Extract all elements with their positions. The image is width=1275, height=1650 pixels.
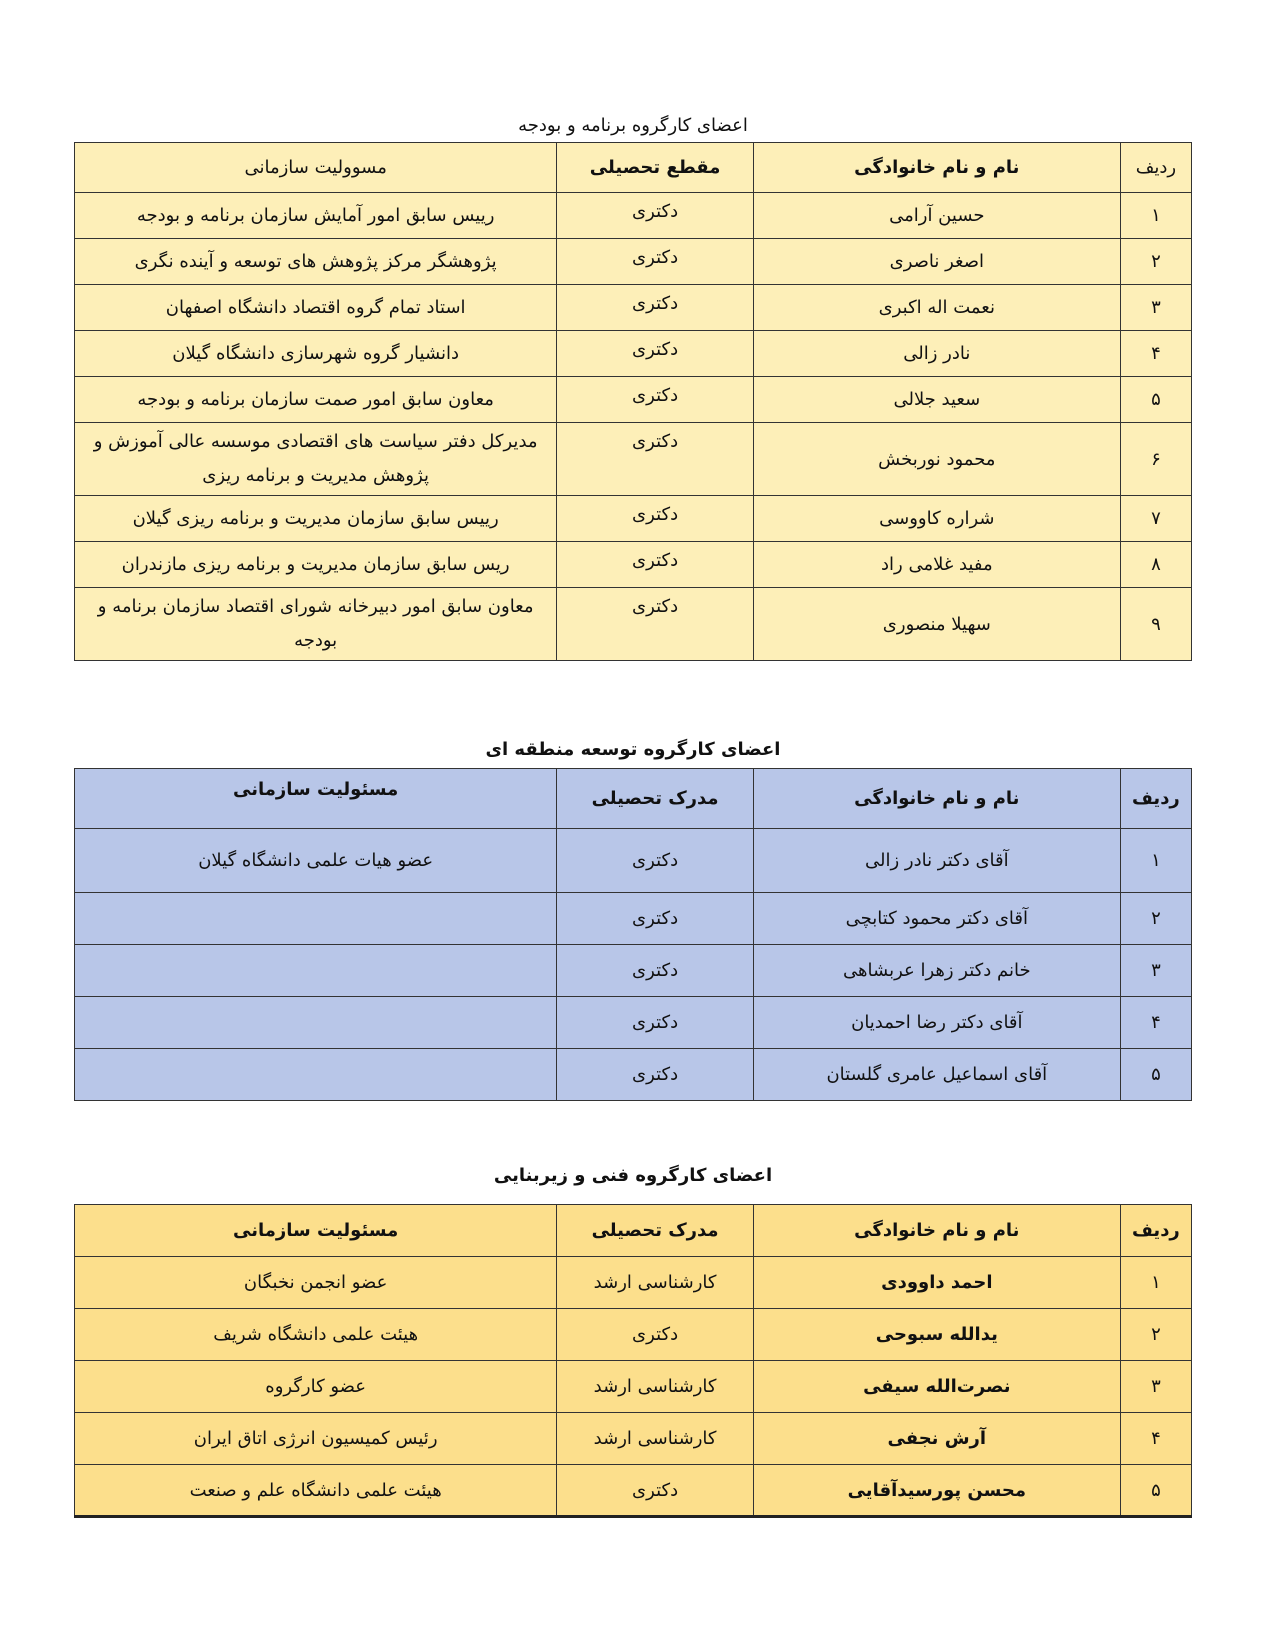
table-row bbox=[75, 588, 1192, 661]
header-idx: ردیف bbox=[1120, 143, 1191, 193]
row-resp: ریس سابق سازمان مدیریت و برنامه ریزی مازندران bbox=[75, 542, 557, 588]
row-name: شراره کاووسی bbox=[753, 496, 1120, 542]
row-resp: معاون سابق امور صمت سازمان برنامه و بودجه bbox=[75, 377, 557, 423]
row-degree: دکتری bbox=[557, 377, 754, 423]
row-degree: دکتری bbox=[557, 588, 754, 661]
row-name: نادر زالی bbox=[753, 331, 1120, 377]
row-resp: عضو انجمن نخبگان bbox=[75, 1257, 557, 1309]
table-row bbox=[75, 945, 1192, 997]
row-degree: دکتری bbox=[557, 285, 754, 331]
row-idx: ۲ bbox=[1120, 239, 1191, 285]
row-name: سعید جلالی bbox=[753, 377, 1120, 423]
row-name: آقای دکتر نادر زالی bbox=[753, 829, 1120, 893]
row-idx: ۱ bbox=[1120, 193, 1191, 239]
row-degree: دکتری bbox=[557, 542, 754, 588]
row-name: اصغر ناصری bbox=[753, 239, 1120, 285]
row-resp: پژوهشگر مرکز پژوهش های توسعه و آینده نگری bbox=[75, 239, 557, 285]
section-title: اعضای کارگروه برنامه و بودجه bbox=[518, 115, 748, 136]
row-idx: ۶ bbox=[1120, 423, 1191, 496]
row-resp: رئیس کمیسیون انرژی اتاق ایران bbox=[75, 1413, 557, 1465]
row-degree: دکتری bbox=[557, 423, 754, 496]
row-degree: کارشناسی ارشد bbox=[557, 1257, 754, 1309]
row-idx: ۵ bbox=[1120, 1049, 1191, 1101]
row-resp: معاون سابق امور دبیرخانه شورای اقتصاد سازمان برنامه و بودجه bbox=[75, 588, 557, 661]
table-row bbox=[75, 193, 1192, 239]
header-name: نام و نام خانوادگی bbox=[753, 769, 1120, 829]
table-row bbox=[75, 423, 1192, 496]
row-idx: ۳ bbox=[1120, 945, 1191, 997]
row-resp: دانشیار گروه شهرسازی دانشگاه گیلان bbox=[75, 331, 557, 377]
row-idx: ۵ bbox=[1120, 377, 1191, 423]
row-idx: ۲ bbox=[1120, 1309, 1191, 1361]
row-resp: عضو هیات علمی دانشگاه گیلان bbox=[75, 829, 557, 893]
row-idx: ۹ bbox=[1120, 588, 1191, 661]
header-resp: مسوولیت سازمانی bbox=[75, 143, 557, 193]
row-degree: دکتری bbox=[557, 997, 754, 1049]
row-idx: ۴ bbox=[1120, 997, 1191, 1049]
row-idx: ۷ bbox=[1120, 496, 1191, 542]
row-idx: ۲ bbox=[1120, 893, 1191, 945]
row-name: حسین آرامی bbox=[753, 193, 1120, 239]
row-resp: هیئت علمی دانشگاه شریف bbox=[75, 1309, 557, 1361]
row-resp bbox=[75, 893, 557, 945]
table-row bbox=[75, 239, 1192, 285]
row-idx: ۵ bbox=[1120, 1465, 1191, 1517]
row-resp: رییس سابق امور آمایش سازمان برنامه و بودجه bbox=[75, 193, 557, 239]
row-resp bbox=[75, 997, 557, 1049]
row-name: آقای دکتر رضا احمدیان bbox=[753, 997, 1120, 1049]
header-degree: مدرک تحصیلی bbox=[557, 1205, 754, 1257]
row-degree: دکتری bbox=[557, 193, 754, 239]
header-degree: مدرک تحصیلی bbox=[557, 769, 754, 829]
row-idx: ۴ bbox=[1120, 1413, 1191, 1465]
row-name: خانم دکتر زهرا عربشاهی bbox=[753, 945, 1120, 997]
row-degree: کارشناسی ارشد bbox=[557, 1361, 754, 1413]
table-row bbox=[75, 1465, 1192, 1517]
table-row bbox=[75, 893, 1192, 945]
row-degree: دکتری bbox=[557, 1465, 754, 1517]
row-degree: دکتری bbox=[557, 239, 754, 285]
row-idx: ۳ bbox=[1120, 1361, 1191, 1413]
header-name: نام و نام خانوادگی bbox=[753, 143, 1120, 193]
row-degree: دکتری bbox=[557, 829, 754, 893]
row-degree: کارشناسی ارشد bbox=[557, 1413, 754, 1465]
table-row bbox=[75, 1049, 1192, 1101]
row-degree: دکتری bbox=[557, 1309, 754, 1361]
row-degree: دکتری bbox=[557, 496, 754, 542]
table-row bbox=[75, 829, 1192, 893]
row-resp: هیئت علمی دانشگاه علم و صنعت bbox=[75, 1465, 557, 1517]
row-degree: دکتری bbox=[557, 893, 754, 945]
row-degree: دکتری bbox=[557, 1049, 754, 1101]
table-row bbox=[75, 331, 1192, 377]
row-name: یدالله سبوحی bbox=[753, 1309, 1120, 1361]
table-row bbox=[75, 997, 1192, 1049]
table-row bbox=[75, 1361, 1192, 1413]
row-name: سهیلا منصوری bbox=[753, 588, 1120, 661]
table-row bbox=[75, 377, 1192, 423]
row-resp: مدیرکل دفتر سیاست های اقتصادی موسسه عالی آموزش و پژوهش مدیریت و برنامه ریزی bbox=[75, 423, 557, 496]
section-title: اعضای کارگروه توسعه منطقه ای bbox=[485, 739, 781, 760]
members-table bbox=[74, 142, 1192, 661]
row-name: آقای دکتر محمود کتابچی bbox=[753, 893, 1120, 945]
row-resp: عضو کارگروه bbox=[75, 1361, 557, 1413]
row-idx: ۱ bbox=[1120, 829, 1191, 893]
row-idx: ۴ bbox=[1120, 331, 1191, 377]
row-idx: ۳ bbox=[1120, 285, 1191, 331]
header-resp: مسئولیت سازمانی bbox=[75, 769, 557, 829]
table-row bbox=[75, 496, 1192, 542]
members-table bbox=[74, 1204, 1192, 1518]
header-idx: ردیف bbox=[1120, 1205, 1191, 1257]
row-degree: دکتری bbox=[557, 331, 754, 377]
row-idx: ۸ bbox=[1120, 542, 1191, 588]
table-row bbox=[75, 542, 1192, 588]
row-name: محسن پورسیدآقایی bbox=[753, 1465, 1120, 1517]
row-idx: ۱ bbox=[1120, 1257, 1191, 1309]
section-title: اعضای کارگروه فنی و زیربنایی bbox=[493, 1165, 773, 1186]
table-row bbox=[75, 1413, 1192, 1465]
table-row bbox=[75, 285, 1192, 331]
row-degree: دکتری bbox=[557, 945, 754, 997]
row-name: آرش نجفی bbox=[753, 1413, 1120, 1465]
members-table bbox=[74, 768, 1192, 1101]
header-name: نام و نام خانوادگی bbox=[753, 1205, 1120, 1257]
row-name: نعمت اله اکبری bbox=[753, 285, 1120, 331]
row-name: احمد داوودی bbox=[753, 1257, 1120, 1309]
row-resp: استاد تمام گروه اقتصاد دانشگاه اصفهان bbox=[75, 285, 557, 331]
table-row bbox=[75, 1257, 1192, 1309]
header-degree: مقطع تحصیلی bbox=[557, 143, 754, 193]
row-name: نصرت‌الله سیفی bbox=[753, 1361, 1120, 1413]
row-resp bbox=[75, 945, 557, 997]
row-resp bbox=[75, 1049, 557, 1101]
row-name: مفید غلامی راد bbox=[753, 542, 1120, 588]
row-name: آقای اسماعیل عامری گلستان bbox=[753, 1049, 1120, 1101]
row-name: محمود نوربخش bbox=[753, 423, 1120, 496]
header-idx: ردیف bbox=[1120, 769, 1191, 829]
row-resp: رییس سابق سازمان مدیریت و برنامه ریزی گیلان bbox=[75, 496, 557, 542]
table-row bbox=[75, 1309, 1192, 1361]
header-resp: مسئولیت سازمانی bbox=[75, 1205, 557, 1257]
